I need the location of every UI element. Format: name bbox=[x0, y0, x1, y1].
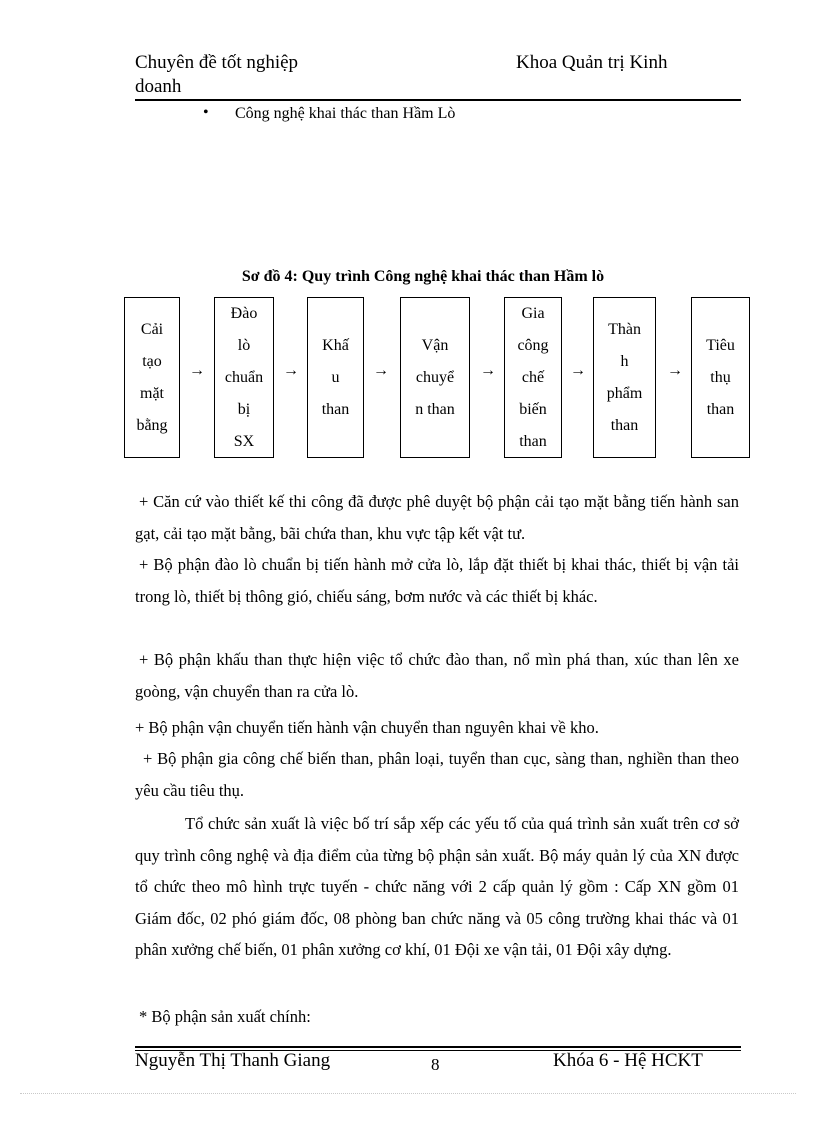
bullet-text: Công nghệ khai thác than Hầm Lò bbox=[235, 105, 456, 122]
arrow-icon: → bbox=[480, 362, 496, 379]
paragraph-1: + Căn cứ vào thiết kế thi công đã được phê duyệt bộ phận cải tạo mặt bằng tiến hành san gạt, cải tạo mặt bằng, bãi chứa than, khu vực tập kết vật tư. bbox=[135, 492, 739, 543]
footer-course: Khóa 6 - Hệ HCKT bbox=[553, 1050, 703, 1071]
page-number: 8 bbox=[431, 1055, 440, 1074]
page-edge-divider bbox=[20, 1093, 796, 1094]
box-line: lò bbox=[237, 336, 251, 354]
box-line: bị bbox=[237, 400, 251, 418]
box-line: chuyể bbox=[415, 368, 455, 386]
header-left-title: Chuyên đề tốt nghiệp bbox=[135, 52, 299, 73]
paragraph-3: + Bộ phận khấu than thực hiện việc tổ chức đào than, nổ mìn phá than, xúc than lên xe goòng, vận chuyển than ra cửa lò. bbox=[135, 650, 739, 701]
box-line: Cải bbox=[140, 320, 164, 338]
process-box-1 bbox=[124, 297, 180, 458]
box-line: Tiêu bbox=[706, 336, 735, 354]
box-line: than bbox=[610, 416, 639, 434]
bullet-icon: • bbox=[203, 104, 209, 121]
box-line: mặt bbox=[140, 384, 164, 402]
box-line: Thàn bbox=[608, 320, 641, 338]
header-right-title: Khoa Quản trị Kinh bbox=[516, 52, 668, 73]
box-line: n than bbox=[415, 400, 455, 418]
paragraph-5: + Bộ phận gia công chế biến than, phân loại, tuyển than cục, sàng than, nghiền than theo yêu cầu tiêu thụ. bbox=[135, 749, 739, 800]
paragraph-6: Tổ chức sản xuất là việc bố trí sắp xếp các yếu tố của quá trình sản xuất trên cơ sở quy trình công nghệ và địa điểm của từng bộ phận sản xuất. Bộ máy quản lý của XN được tổ chức theo mô hình trực tuyến - chức năng với 2 cấp quản lý gồm : Cấp XN gồm 01 Giám đốc, 02 phó giám đốc, 08 phòng ban chức năng và 05 công trường khai thác và 01 phân xưởng chế biến, 01 phân xưởng cơ khí, 01 Đội xe vận tải, 01 Đội xây dựng. bbox=[135, 814, 739, 959]
arrow-icon: → bbox=[570, 362, 586, 379]
box-line: chế bbox=[521, 368, 545, 386]
process-box-3 bbox=[307, 297, 364, 458]
paragraph-7: * Bộ phận sản xuất chính: bbox=[139, 1007, 311, 1026]
box-line: biến bbox=[519, 400, 547, 418]
box-line: Gia bbox=[521, 304, 545, 322]
box-line: bằng bbox=[136, 416, 168, 434]
box-line: tạo bbox=[142, 352, 162, 370]
box-line: h bbox=[620, 352, 629, 370]
box-line: phẩm bbox=[606, 384, 643, 402]
paragraph-4: + Bộ phận vận chuyển tiến hành vận chuyển than nguyên khai về kho. bbox=[135, 718, 599, 737]
arrow-icon: → bbox=[667, 362, 683, 379]
diagram-title: Sơ đồ 4: Quy trình Công nghệ khai thác than Hầm lò bbox=[241, 268, 605, 285]
process-box-6 bbox=[593, 297, 656, 458]
process-box-2 bbox=[214, 297, 274, 458]
footer-rule-top bbox=[135, 1046, 741, 1048]
box-line: than bbox=[519, 432, 547, 450]
header-left-title-cont: doanh bbox=[135, 76, 182, 97]
box-line: Khấ bbox=[322, 336, 349, 354]
paragraph-2: + Bộ phận đào lò chuẩn bị tiến hành mở cửa lò, lắp đặt thiết bị khai thác, thiết bị vận tải trong lò, thiết bị thông gió, chiếu sáng, bơm nước và các thiết bị khác. bbox=[135, 555, 739, 606]
arrow-icon: → bbox=[373, 362, 389, 379]
box-line: thụ bbox=[710, 368, 731, 386]
box-line: Vận bbox=[421, 336, 449, 354]
footer-author: Nguyễn Thị Thanh Giang bbox=[135, 1050, 331, 1071]
arrow-icon: → bbox=[283, 362, 299, 379]
process-box-5 bbox=[504, 297, 562, 458]
header-rule bbox=[135, 99, 741, 101]
box-line: Đào bbox=[230, 304, 258, 322]
process-box-7 bbox=[691, 297, 750, 458]
process-box-4 bbox=[400, 297, 470, 458]
arrow-icon: → bbox=[189, 362, 205, 379]
box-line: công bbox=[517, 336, 549, 354]
box-line: chuẩn bbox=[224, 368, 264, 386]
box-line: u bbox=[331, 368, 340, 386]
box-line: SX bbox=[233, 432, 255, 450]
box-line: than bbox=[706, 400, 735, 418]
box-line: than bbox=[321, 400, 350, 418]
